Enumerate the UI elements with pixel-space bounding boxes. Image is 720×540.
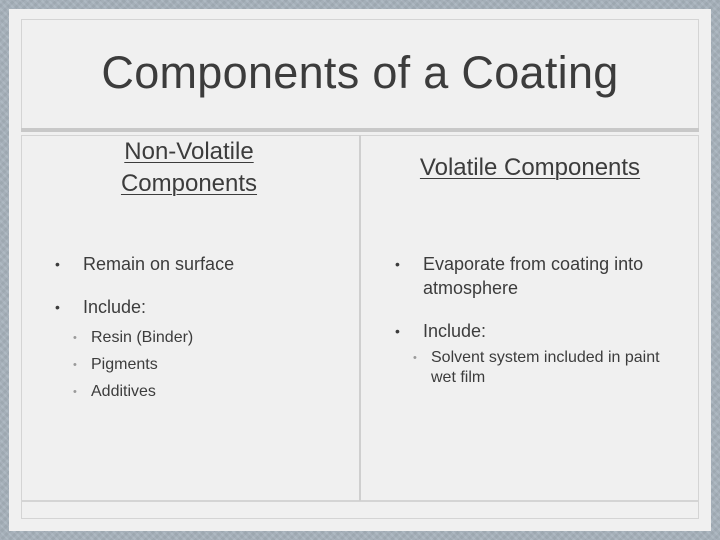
bullet-text: Remain on surface [83,254,235,274]
sub-bullet-icon: • [73,332,77,344]
left-sub-list [73,328,345,402]
sub-list-item [73,328,345,348]
list-item [55,252,345,276]
footer-frame [21,501,699,519]
slide-title: Components of a Coating [101,47,619,98]
bullet-text: Include: [423,321,487,341]
sub-bullet-text: Additives [91,383,156,400]
sub-bullet-text: Resin (Binder) [91,329,194,346]
bullet-icon: • [55,299,60,315]
bullet-text: Evaporate from coating into atmosphere [423,254,644,298]
sub-list-item [413,348,663,388]
list-item [395,319,685,388]
bullet-icon: • [395,323,400,339]
bullet-icon: • [395,256,400,272]
column-divider [359,135,361,501]
right-bullet-list [395,252,685,388]
bullet-icon: • [55,256,60,272]
sub-list-item [73,355,345,375]
sub-list-item [73,382,345,402]
sub-bullet-icon: • [413,352,417,364]
bullet-text: Include: [83,297,147,317]
slide [9,9,711,531]
list-item [395,252,685,300]
right-sub-list [413,348,663,388]
right-column-heading: Volatile Components [419,154,641,181]
left-bullet-list [55,252,345,402]
sub-bullet-icon: • [73,386,77,398]
sub-bullet-icon: • [73,359,77,371]
left-column-heading: Non-Volatile Components [120,138,258,197]
sub-bullet-text: Solvent system included in paint wet film [431,349,660,386]
title-divider [21,128,699,132]
list-item [55,295,345,402]
sub-bullet-text: Pigments [91,356,158,373]
